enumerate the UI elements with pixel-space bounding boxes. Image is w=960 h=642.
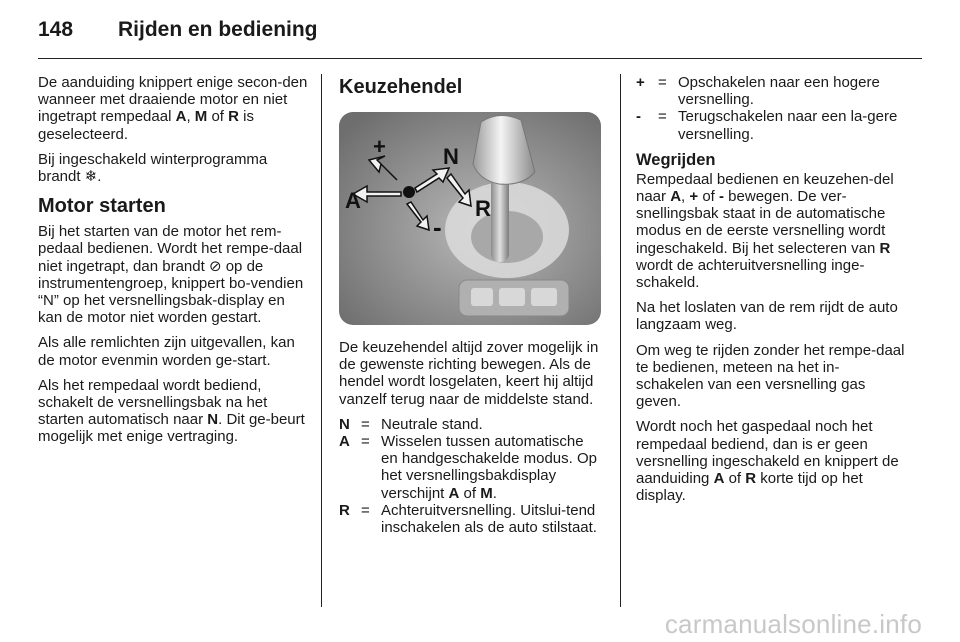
definition-list-selector — [339, 416, 604, 536]
definition-row-A: A = Wisselen tussen automatische en handgeschakelde modus. Op het versnellingsbakdisplay verschijnt A of M. — [339, 433, 597, 502]
paragraph-no-brake: Om weg te rijden zonder het rempe-daal te bedienen, meteen na het in-schakelen van een versnelling gas geven. — [636, 341, 905, 411]
definition-row-R: R = Achteruitversnelling. Uitslui-tend inschakelen als de auto stilstaat. — [339, 501, 597, 537]
paragraph-indicator-flashing: De aanduiding knippert enige secon-den wanneer met draaiende motor en niet ingetrapt rempedaal A, M of R is geselecteerd. — [38, 74, 308, 143]
paragraph-release-brake: Na het loslaten van de rem rijdt de auto langzaam weg. — [636, 299, 898, 334]
console-button-3 — [531, 288, 557, 306]
winter-program-icon: ❄ — [84, 168, 98, 186]
brake-pedal-warning-icon: ⊘ — [208, 257, 222, 275]
header-rule — [38, 58, 922, 59]
label-N: N — [443, 144, 459, 169]
paragraph-brake-lights: Als alle remlichten zijn uitgevallen, kan de motor evenmin worden ge-start. — [38, 334, 295, 369]
label-R: R — [475, 196, 491, 221]
column-middle — [339, 74, 604, 544]
paragraph-no-pedal: Wordt noch het gaspedaal noch het rempedaal bediend, dan is er geen versnelling ingeschakeld en knippert de aanduiding A of R korte tijd op het display. — [636, 418, 899, 505]
column-right — [636, 74, 906, 512]
paragraph-winter-program: Bij ingeschakeld winterprogramma brandt ❄. — [38, 150, 268, 186]
label-minus: - — [433, 212, 442, 242]
definition-row-N: N = Neutrale stand. — [339, 415, 483, 433]
paragraph-brake-pedal: Als het rempedaal wordt bediend, schakelt de versnellingsbak na het starten automatisch naar N. Dit ge-beurt mogelijk met enige vertraging. — [38, 376, 305, 446]
column-divider-1 — [321, 74, 322, 607]
paragraph-selector-lever: De keuzehendel altijd zover mogelijk in de gewenste richting bewegen. Als de hendel wordt losgelaten, keert hij altijd vanzelf terug naar de middelste stand. — [339, 339, 599, 408]
definition-row-plus: + = Opschakelen naar een hogere versnelling. — [636, 74, 880, 109]
column-divider-2 — [620, 74, 621, 607]
paragraph-starting: Bij het starten van de motor het rem-pedaal bedienen. Wordt het rempe-daal niet ingetrapt, dan brandt ⊘ op de instrumentengroep, knippert bo-vendien “N” op het versnellingsbak-display en kan de motor niet worden gestart. — [38, 223, 304, 327]
console-button-2 — [499, 288, 525, 306]
console-button-1 — [471, 288, 493, 306]
column-left — [38, 74, 310, 454]
page-number: 148 — [38, 18, 74, 41]
definition-list-shift — [636, 74, 906, 143]
gear-selector-illustration — [339, 112, 601, 325]
watermark: carmanualsonline.info — [664, 609, 922, 639]
heading-wegrijden: Wegrijden — [636, 150, 716, 169]
neutral-position-dot — [403, 186, 415, 198]
label-A: A — [345, 188, 361, 213]
definition-row-minus: - = Terugschakelen naar een la-gere versnelling. — [636, 108, 898, 143]
paragraph-driving-off: Rempedaal bedienen en keuzehen-del naar A, + of - bewegen. De ver-snellingsbak staat in de automatische modus en de eerste versnelling wordt ingeschakeld. Bij het selecteren van R wordt de achteruitversnelling inge-schakeld. — [636, 170, 894, 292]
heading-keuzehendel: Keuzehendel — [339, 76, 463, 98]
label-plus: + — [373, 134, 386, 159]
heading-motor-starten: Motor starten — [38, 195, 166, 218]
page-title: Rijden en bediening — [118, 18, 318, 41]
